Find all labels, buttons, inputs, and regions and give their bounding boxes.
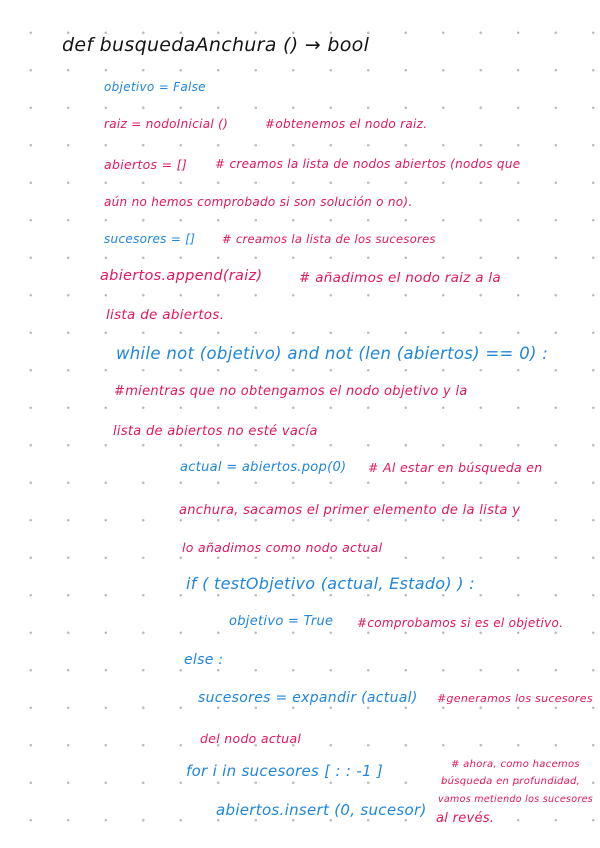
code-abiertos-init: abiertos = [] <box>104 157 188 172</box>
comment-for-4: al revés. <box>436 811 495 826</box>
code-append-raiz: abiertos.append(raiz) <box>100 268 263 284</box>
comment-append-2: lista de abiertos. <box>106 307 225 323</box>
code-pop: actual = abiertos.pop(0) <box>180 460 347 475</box>
comment-for-3: vamos metiendo los sucesores <box>438 794 593 805</box>
comment-expandir-1: #generamos los sucesores <box>437 692 593 705</box>
comment-expandir-2: del nodo actual <box>200 731 302 746</box>
function-signature: def busquedaAnchura () → bool <box>62 34 370 56</box>
comment-objetivo-true: #comprobamos si es el objetivo. <box>357 616 564 630</box>
comment-while-2: lista de abiertos no esté vacía <box>113 424 318 439</box>
code-insert: abiertos.insert (0, sucesor) <box>216 801 427 819</box>
code-raiz-init: raiz = nodoInicial () <box>104 117 229 131</box>
comment-pop-2: anchura, sacamos el primer elemento de la lista y <box>179 503 521 518</box>
comment-append-1: # añadimos el nodo raiz a la <box>299 270 501 286</box>
comment-raiz: #obtenemos el nodo raiz. <box>265 117 428 131</box>
comment-abiertos-1: # creamos la lista de nodos abiertos (nodos que <box>215 157 521 171</box>
comment-pop-3: lo añadimos como nodo actual <box>182 540 383 555</box>
code-sucesores-init: sucesores = [] <box>104 232 196 246</box>
comment-for-1: # ahora, como hacemos <box>451 759 580 770</box>
code-for: for i in sucesores [ : : -1 ] <box>186 762 384 780</box>
comment-sucesores: # creamos la lista de los sucesores <box>222 232 436 246</box>
comment-while-1: #mientras que no obtengamos el nodo objetivo y la <box>114 384 468 399</box>
comment-abiertos-2: aún no hemos comprobado si son solución o no). <box>104 195 413 209</box>
code-expandir: sucesores = expandir (actual) <box>198 690 418 706</box>
code-while: while not (objetivo) and not (len (abiertos) == 0) : <box>116 344 549 363</box>
code-if: if ( testObjetivo (actual, Estado) ) : <box>186 574 475 593</box>
comment-for-2: búsqueda en profundidad, <box>441 776 581 787</box>
comment-pop-1: # Al estar en búsqueda en <box>368 460 543 475</box>
code-else: else : <box>184 652 224 668</box>
code-objetivo-init: objetivo = False <box>104 80 206 94</box>
code-objetivo-true: objetivo = True <box>229 614 334 629</box>
